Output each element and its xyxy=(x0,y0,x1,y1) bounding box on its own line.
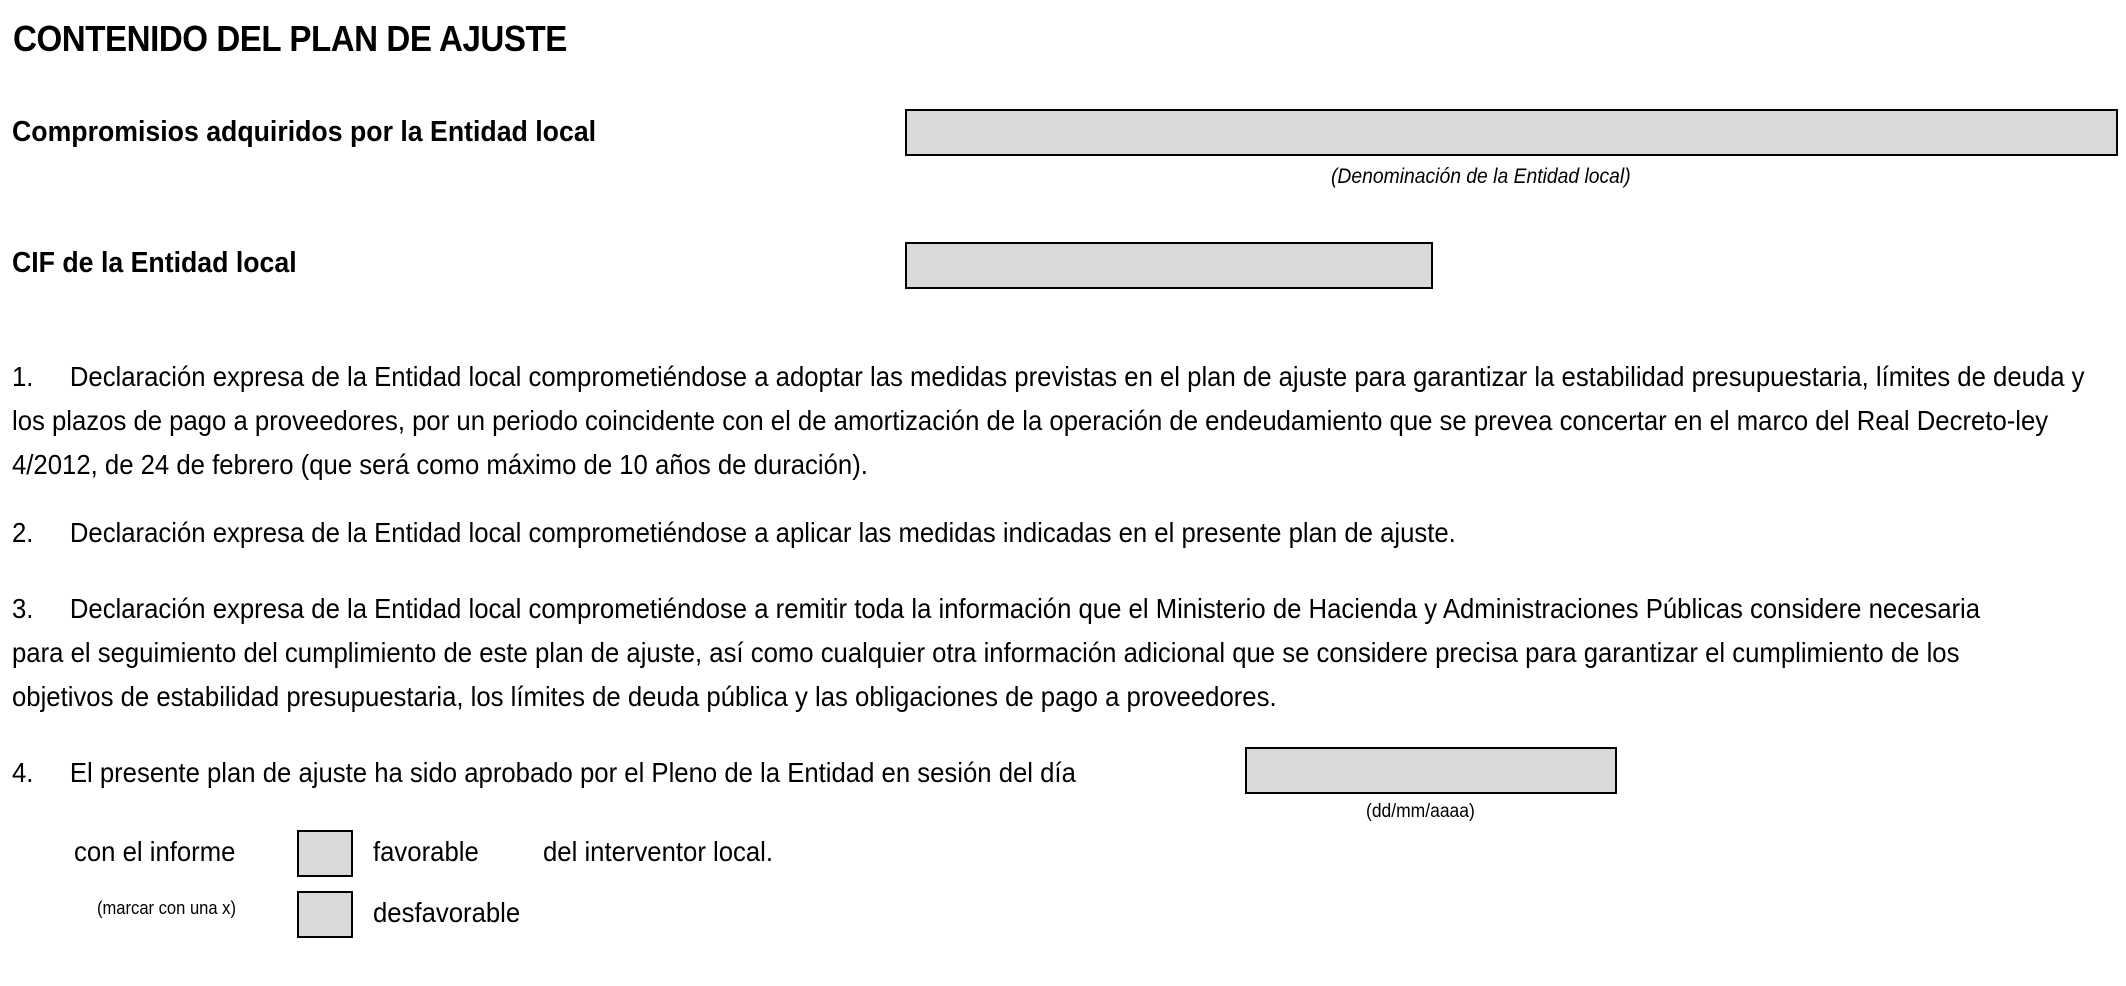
approval-date-field[interactable] xyxy=(1245,747,1617,794)
item-1-text: Declaración expresa de la Entidad local comprometiéndose a adoptar las medidas previstas en el plan de ajuste para garantizar la estabilidad presupuestaria, límites de deuda y los plazos de pago a proveedores, por un periodo coincidente con el de amortización de la operación de endeudamiento que se prevea concertar en el marco del Real Decreto-ley 4/2012, de 24 de febrero (que será como máximo de 10 años de duración). xyxy=(12,361,2085,480)
marcar-hint: (marcar con una x) xyxy=(97,898,236,918)
item-3-text: Declaración expresa de la Entidad local comprometiéndose a remitir toda la información que el Ministerio de Hacienda y Administraciones Públicas considere necesaria para el seguimiento del cumplimiento de este plan de ajuste, así como cualquier otra información adicional que se considere precisa para garantizar el cumplimiento de los objetivos de estabilidad presupuestaria, los límites de deuda pública y las obligaciones de pago a proveedores. xyxy=(12,593,1981,712)
entidad-name-caption: (Denominación de la Entidad local) xyxy=(1331,165,1631,188)
item-2-text: Declaración expresa de la Entidad local comprometiéndose a aplicar las medidas indicadas en el presente plan de ajuste. xyxy=(69,517,1456,548)
checkbox-desfavorable[interactable] xyxy=(297,891,353,938)
item-1-number: 1. xyxy=(12,361,34,392)
item-3-number: 3. xyxy=(12,593,34,624)
entidad-name-field[interactable] xyxy=(905,109,2118,156)
item-2-number: 2. xyxy=(12,517,34,548)
item-4-text: El presente plan de ajuste ha sido aprobado por el Pleno de la Entidad en sesión del día xyxy=(69,757,1076,788)
item-4-number: 4. xyxy=(12,757,34,788)
compromisos-label: Compromisios adquiridos por la Entidad local xyxy=(12,116,597,148)
date-format-caption: (dd/mm/aaaa) xyxy=(1366,801,1475,822)
item-2 xyxy=(12,511,1940,555)
checkbox-favorable[interactable] xyxy=(297,830,353,877)
cif-field[interactable] xyxy=(905,242,1433,289)
item-1 xyxy=(12,355,2085,487)
item-4 xyxy=(12,751,1114,795)
page-title: CONTENIDO DEL PLAN DE AJUSTE xyxy=(13,18,567,59)
favorable-label: favorable xyxy=(373,836,479,867)
cif-label: CIF de la Entidad local xyxy=(12,247,297,279)
item-3 xyxy=(12,587,1981,719)
desfavorable-label: desfavorable xyxy=(373,897,521,928)
informe-prefix: con el informe xyxy=(74,836,236,867)
informe-suffix: del interventor local. xyxy=(543,836,774,867)
